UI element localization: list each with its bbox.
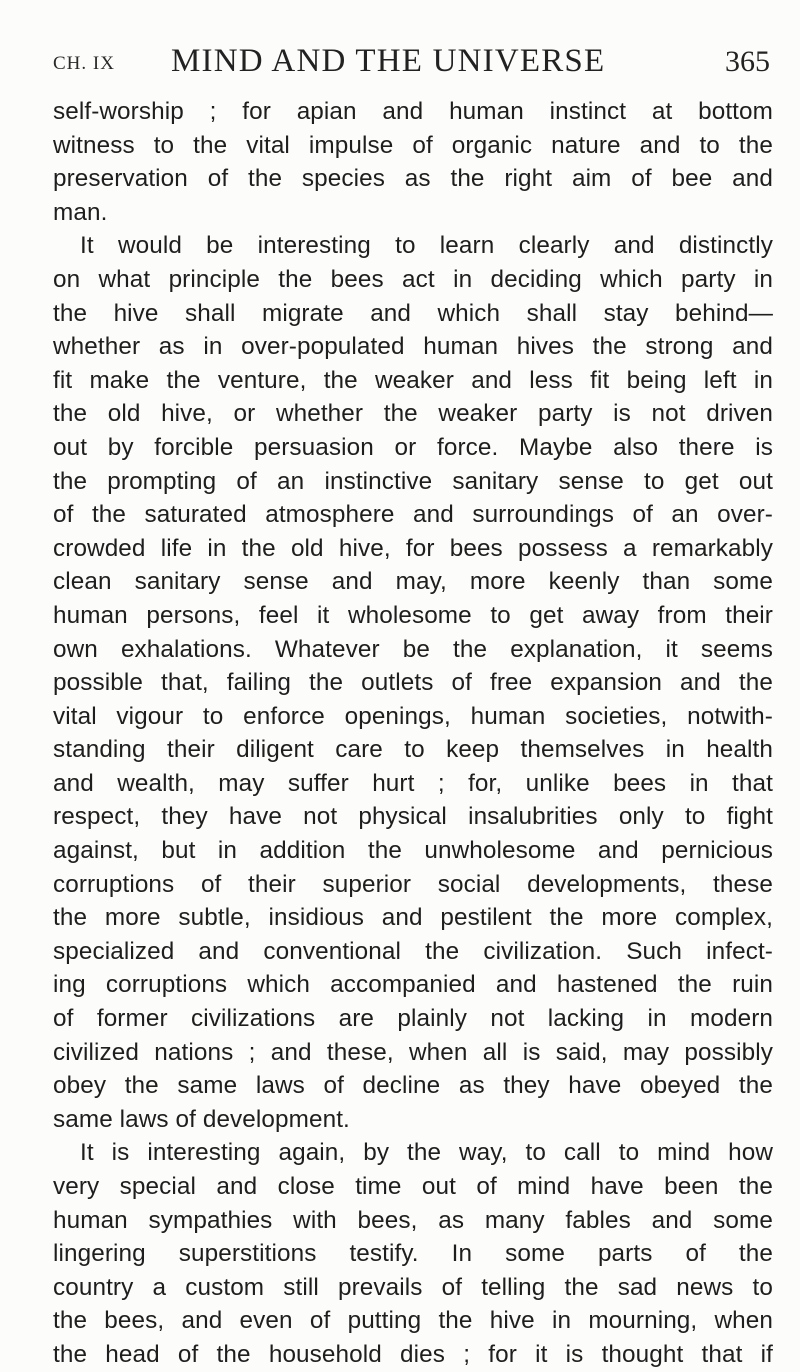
text-line: the more subtle, insidious and pestilent the more complex,	[53, 904, 773, 932]
text-line: witness to the vital impulse of organic nature and to the	[53, 131, 773, 159]
text-line: whether as in over-populated human hives the strong and	[53, 333, 773, 361]
text-line: It is interesting again, by the way, to call to mind how	[80, 1139, 773, 1167]
text-line: the hive shall migrate and which shall stay behind—	[53, 299, 773, 327]
text-line: human persons, feel it wholesome to get away from their	[53, 601, 773, 629]
running-header	[53, 43, 770, 83]
chapter-label: CH. IX	[53, 53, 115, 74]
text-line: own exhalations. Whatever be the explanation, it seems	[53, 635, 773, 663]
page-number: 365	[725, 45, 770, 78]
text-line: of the saturated atmosphere and surroundings of an over-	[53, 501, 773, 529]
text-line: country a custom still prevails of telling the sad news to	[53, 1273, 773, 1301]
text-line: fit make the venture, the weaker and less fit being left in	[53, 366, 773, 394]
text-line: lingering superstitions testify. In some parts of the	[53, 1240, 773, 1268]
text-line: of former civilizations are plainly not lacking in modern	[53, 1005, 773, 1033]
text-line: the old hive, or whether the weaker party is not driven	[53, 400, 773, 428]
text-line: corruptions of their superior social developments, these	[53, 870, 773, 898]
text-line: man.	[53, 198, 108, 226]
text-line: standing their diligent care to keep themselves in health	[53, 736, 773, 764]
text-line: specialized and conventional the civilization. Such infect-	[53, 937, 773, 965]
text-line: respect, they have not physical insalubrities only to fight	[53, 803, 773, 831]
text-line: crowded life in the old hive, for bees possess a remarkably	[53, 534, 773, 562]
text-line: obey the same laws of decline as they have obeyed the	[53, 1072, 773, 1100]
text-line: the prompting of an instinctive sanitary sense to get out	[53, 467, 773, 495]
text-line: clean sanitary sense and may, more keenly than some	[53, 568, 773, 596]
text-line: ing corruptions which accompanied and hastened the ruin	[53, 971, 773, 999]
body-text	[53, 95, 773, 1372]
text-line: civilized nations ; and these, when all is said, may possibly	[53, 1038, 773, 1066]
text-line: on what principle the bees act in deciding which party in	[53, 265, 773, 293]
running-title: MIND AND THE UNIVERSE	[171, 43, 606, 79]
text-line: possible that, failing the outlets of free expansion and the	[53, 669, 773, 697]
text-line: It would be interesting to learn clearly and distinctly	[80, 232, 773, 260]
text-line: self-worship ; for apian and human instinct at bottom	[53, 98, 773, 125]
text-line: against, but in addition the unwholesome and pernicious	[53, 837, 773, 865]
text-line: very special and close time out of mind have been the	[53, 1173, 773, 1200]
text-line: same laws of development.	[53, 1105, 350, 1133]
text-line: out by forcible persuasion or force. Maybe also there is	[53, 433, 773, 461]
text-line: the head of the household dies ; for it is thought that if	[53, 1340, 773, 1368]
text-line: vital vigour to enforce openings, human societies, notwith-	[53, 702, 773, 730]
text-line: human sympathies with bees, as many fables and some	[53, 1206, 773, 1234]
text-line: the bees, and even of putting the hive in mourning, when	[53, 1307, 773, 1335]
text-line: preservation of the species as the right aim of bee and	[53, 165, 773, 193]
text-line: and wealth, may suffer hurt ; for, unlike bees in that	[53, 769, 773, 797]
